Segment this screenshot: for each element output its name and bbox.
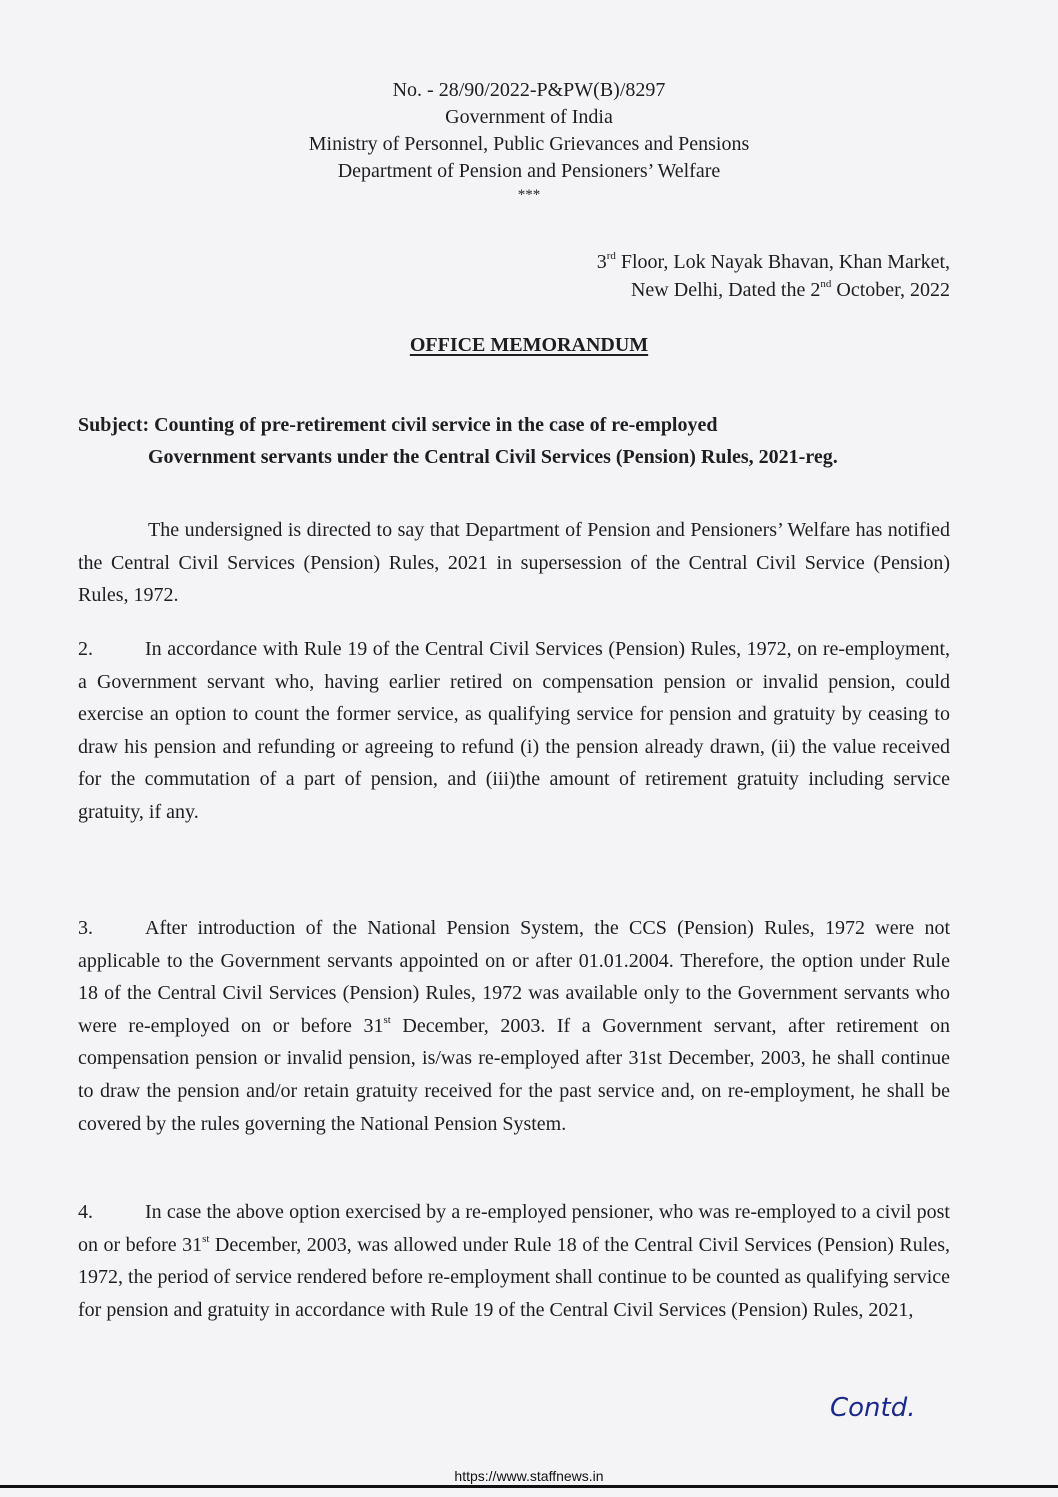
paragraph-3: [78, 912, 950, 1140]
paragraph-1: The undersigned is directed to say that Department of Pension and Pensioners’ Welfare has notified the Central Civil Services (Pension) Rules, 2021 in supersession of the Central Civil Service (Pension) Rules, 1972.: [78, 519, 950, 607]
address-line-1: [597, 248, 950, 276]
date-line: [631, 276, 950, 304]
floor-suffix: rd: [606, 250, 616, 262]
paragraph-4: [78, 1196, 950, 1326]
separator: ***: [517, 187, 541, 203]
paragraph-number: 2.: [78, 638, 93, 660]
address-text: Floor, Lok Nayak Bhavan, Khan Market,: [615, 251, 950, 273]
paragraph-text: December, 2003, was allowed under Rule 18 of the Central Civil Services (Pension) Rules, 1972, the period of service rendered before re-employment shall continue to be counted as qualifying service for pension and gratuity in accordance with Rule 19 of the Central Civil Services (Pension) Rules, 2021,: [78, 1233, 950, 1321]
paragraph-2: [78, 633, 950, 829]
date-prefix: New Delhi, Dated the 2: [630, 279, 821, 301]
paragraph-number: 3.: [78, 917, 93, 939]
document-title: [0, 334, 1058, 357]
title-text: OFFICE MEMORANDUM: [409, 334, 649, 356]
floor-number: 3: [596, 251, 607, 273]
paragraph-number: 4.: [78, 1201, 93, 1223]
paragraph-text: December, 2003. If a Government servant, after retirement on compensation pension or invalid pension, is/was re-employed after 31st December, 2003, he shall continue to draw the pension and/or retain gratuity received for the past service and, on re-employment, he shall be covered by the rules governing the National Pension System.: [78, 1014, 950, 1135]
handwritten-contd: Contd.: [830, 1393, 916, 1423]
ordinal-suffix: st: [383, 1013, 391, 1026]
subject: [78, 410, 950, 473]
footer-rule: [0, 1485, 1058, 1488]
subject-label: Subject: Counting of pre-retirement civil service in the case of re-employed: [78, 414, 718, 436]
paragraph-text: In accordance with Rule 19 of the Central Civil Services (Pension) Rules, 1972, on re-employment, a Government servant who, having earlier retired on compensation pension or invalid pension, could exercise an option to count the former service, as qualifying service for pension and gratuity by ceasing to draw his pension and refunding or agreeing to refund (i) the pension already drawn, (ii) the value received for the commutation of a part of pension, and (iii)the amount of retirement gratuity including service gratuity, if any.: [78, 638, 950, 823]
ministry-line: Ministry of Personnel, Public Grievances and Pensions: [308, 133, 750, 155]
file-number: No. - 28/90/2022-P&PW(B)/8297: [392, 79, 666, 101]
government-line: Government of India: [445, 106, 613, 128]
ordinal-suffix: st: [202, 1232, 210, 1245]
footer-url[interactable]: https://www.staffnews.in: [454, 1468, 604, 1484]
subject-rest: Government servants under the Central Civil Services (Pension) Rules, 2021-reg.: [148, 445, 838, 468]
paragraph-text: In case the above option exercised by a re-employed pensioner, who was re-employed to a civil post on or before 31: [78, 1201, 950, 1256]
date-suffix: nd: [820, 278, 832, 290]
department-line: Department of Pension and Pensioners’ Welfare: [337, 160, 721, 182]
paragraph-text: After introduction of the National Pension System, the CCS (Pension) Rules, 1972 were not applicable to the Government servants appointed on or after 01.01.2004. Therefore, the option under Rule 18 of the Central Civil Services (Pension) Rules, 1972 was available only to the Government servants who were re-employed on or before 31: [78, 917, 950, 1037]
date-rest: October, 2022: [831, 279, 950, 301]
